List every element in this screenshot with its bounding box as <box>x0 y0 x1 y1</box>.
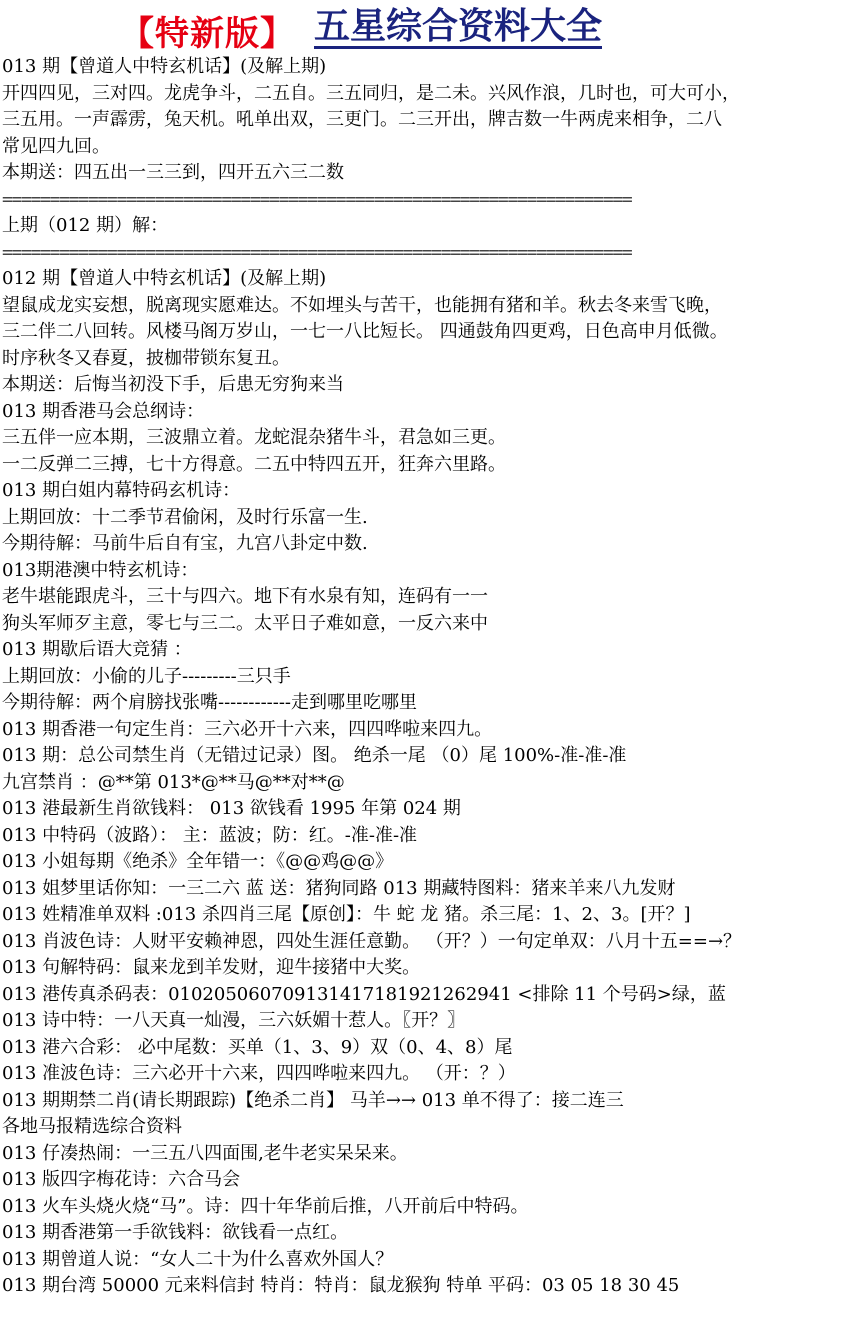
text-line: 013 期香港马会总纲诗： <box>2 400 205 422</box>
text-line: 本期送：四五出一三三到，四开五六三二数 <box>2 162 344 183</box>
text-line: 上期回放：小偷的儿子---------三只手 <box>2 665 291 687</box>
text-line: 013 期曾道人说：“女人二十为什么喜欢外国人？ <box>2 1248 394 1270</box>
text-line: 时序秋冬又春夏，披枷带锁东复丑。 <box>2 347 290 369</box>
edition-title: 【特新版】 <box>120 14 295 54</box>
text-line: 013 港传真杀码表：0102050607091314171819212629​41 <排除 11 个号码>绿，蓝 <box>2 983 726 1005</box>
text-line: 上期（012 期）解： <box>2 215 169 236</box>
text-line: 013 港最新生肖欲钱料： 013 欲钱看 1995 年第 024 期 <box>2 798 461 819</box>
text-line: 今期待解：两个肩膀找张嘴------------走到哪里吃哪里 <box>2 692 417 713</box>
page-title: 五星综合资料大全 <box>314 5 603 47</box>
text-line: 本期送：后悔当初没下手，后患无穷狗来当 <box>2 374 344 395</box>
text-line: 013 期期禁二肖(请长期跟踪)【绝杀二肖】 马羊→→ 013 单不得了：接二连三 <box>2 1089 624 1111</box>
separator-line: ================================================================== <box>2 241 632 263</box>
text-line: 013 肖波色诗：人财平安赖神恩，四处生涯任意勤。 （开？）一句定单双：八月十五==→？ <box>2 930 742 952</box>
text-line: 013 句解特码：鼠来龙到羊发财，迎牛接猪中大奖。 <box>2 957 421 978</box>
text-line: 012 期【曾道人中特玄机话】(及解上期) <box>2 268 327 289</box>
text-line: 013 期香港一句定生肖：三六必开十六来，四四哗啦来四九。 <box>2 718 493 740</box>
text-line: 狗头军师歹主意，零七与三二。太平日子难如意，一反六来中 <box>2 612 488 634</box>
text-line: 013 准波色诗：三六必开十六来，四四哗啦来四九。 （开：？） <box>2 1063 516 1084</box>
text-line: 今期待解：马前牛后自有宝，九宫八卦定中数. <box>2 533 368 554</box>
text-line: 三五用。一声霹雳，兔天机。吼单出双，三更门。二三开出，牌吉数一牛两虎来相争，二八 <box>2 109 722 130</box>
text-line: 常见四九回。 <box>2 135 110 157</box>
document-body <box>2 54 850 1300</box>
text-line: 开四四见，三对四。龙虎争斗，二五自。三五同归，是二未。兴风作浪，几时也，可大可小， <box>2 82 740 104</box>
text-line: 望鼠成龙实妄想，脱离现实愿难达。不如埋头与苦干，也能拥有猪和羊。秋去冬来雪飞晚， <box>2 294 722 316</box>
text-line: 三五伴一应本期，三波鼎立着。龙蛇混杂猪牛斗，君急如三更。 <box>2 427 506 448</box>
text-line: 九宫禁肖 ：@**第 013*@**马@**对**@ <box>2 771 345 793</box>
text-line: 013 诗中特：一八天真一灿漫，三六妖媚十惹人。〖开？〗 <box>2 1010 466 1031</box>
page-header <box>0 4 852 52</box>
text-line: 013 期【曾道人中特玄机话】(及解上期) <box>2 56 327 77</box>
text-line: 013期港澳中特玄机诗： <box>2 559 199 581</box>
text-line: 013 期白姐内幕特码玄机诗： <box>2 480 241 501</box>
text-line: 各地马报精选综合资料 <box>2 1116 182 1137</box>
text-line: 013 火车头烧火烧“马”。诗：四十年华前后推，八开前后中特码。 <box>2 1195 529 1217</box>
text-line: 一二反弹二三搏，七十方得意。二五中特四五开，狂奔六里路。 <box>2 453 506 475</box>
separator-line: ================================================================== <box>2 188 632 210</box>
text-line: 013 港六合彩： 必中尾数：买单（1、3、9）双（0、4、8）尾 <box>2 1036 513 1058</box>
text-line: 老牛堪能跟虎斗，三十与四六。地下有水泉有知，连码有一一 <box>2 586 488 607</box>
text-line: 013 姐梦里话你知：一三二六 蓝 送：猪狗同路 013 期藏特图料：猪来羊来八九发财 <box>2 877 676 899</box>
text-line: 013 版四字梅花诗：六合马会 <box>2 1169 241 1190</box>
text-line: 上期回放：十二季节君偷闲，及时行乐富一生. <box>2 506 368 528</box>
text-line: 013 期歇后语大竞猜 ： <box>2 639 192 660</box>
text-line: 013 期台湾 50000 元来料信封 特肖：特肖：鼠龙猴狗 特单 平码：03 05 18 30 45 <box>2 1275 680 1296</box>
text-line: 三二伴二八回转。风楼马阁万岁山，一七一八比短长。 四通鼓角四更鸡，日色高申月低微。 <box>2 321 728 342</box>
text-line: 013 姓精准单双料 :013 杀四肖三尾【原创】：牛 蛇 龙 猪。杀三尾：1、2、3。[开？] <box>2 904 691 925</box>
text-line: 013 期：总公司禁生肖（无错过记录）图。 绝杀一尾 （0）尾 100%-准-准-准 <box>2 745 627 766</box>
text-line: 013 中特码（波路）： 主：蓝波；防：红。-准-准-准 <box>2 824 418 846</box>
text-line: 013 仔凑热闹：一三五八四面围,老牛老实呆呆来。 <box>2 1142 408 1164</box>
text-line: 013 小姐每期《绝杀》全年错一：《@@鸡@@》 <box>2 851 394 872</box>
text-line: 013 期香港第一手欲钱料：欲钱看一点红。 <box>2 1222 349 1243</box>
